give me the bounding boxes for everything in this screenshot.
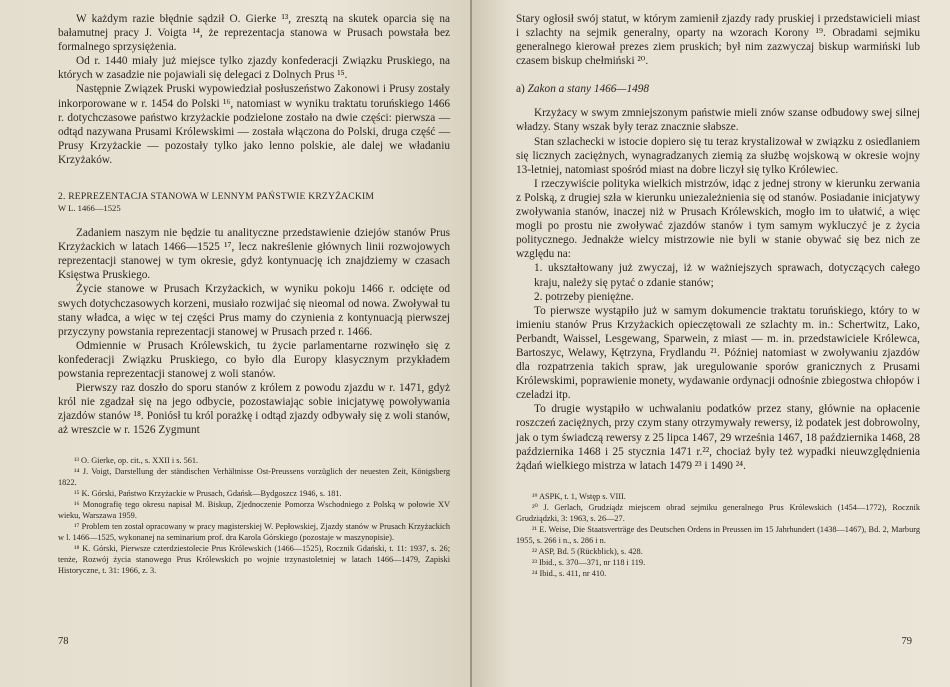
- right-paragraph: To drugie wystąpiło w uchwalaniu podatków przez stany, głównie na opłacenie roszczeń zaciężnych, przy czym stany otrzymywały rewersy, iż podatek jest dobrowolny, jak o tym świadczą rewersy z 25 lipca 1467, 29 września 1467, 18 października 1468, 28 października 1468 i 25 stycznia 1471 r.²², chociaż były też wypadki nieuwzględnienia żądań wielkiego mistrza w latach 1479 ²³ i 1490 ²⁴.: [516, 403, 920, 472]
- right-footnotes: [516, 491, 920, 579]
- footnote: ²⁴ Ibid., s. 411, nr 410.: [532, 568, 607, 578]
- right-body-top: [516, 12, 920, 68]
- right-paragraph: Krzyżacy w swym zmniejszonym państwie mieli znów szanse odbudowy swej silnej władzy. Stany wszak były teraz znacznie słabsze.: [516, 107, 920, 134]
- section-years: W L. 1466—1525: [58, 203, 121, 214]
- left-paragraph: Odmiennie w Prusach Królewskich, tu życie parlamentarne rozwinęło się z konfederacji Związku Pruskiego, co było dla Europy klasycznym przykładem powstania reprezentacji stanowej z woli stanów.: [58, 339, 450, 380]
- left-paragraph: Zadaniem naszym nie będzie tu analityczne przedstawienie dziejów stanów Prus Krzyżackich w latach 1466—1525 ¹⁷, lecz nakreślenie głównych linii rozwojowych reprezentacji stanowej w tym okresie, gdyż kontynuację ich znajdziemy w czasach Księstwa Pruskiego.: [58, 227, 450, 282]
- footnote: ¹⁶ Monografię tego okresu napisał M. Biskup, Zjednoczenie Pomorza Wschodniego z Polską w połowie XV wieku, Warszawa 1959.: [58, 500, 450, 521]
- left-page: [0, 0, 472, 687]
- footnote: ¹⁴ J. Voigt, Darstellung der ständischen Verhältnisse Ost-Preussens vorzüglich der neuesten Zeit, Königsberg 1822.: [58, 467, 450, 488]
- right-paragraph: I rzeczywiście polityka wielkich mistrzów, idąc z jednej strony w kierunku zerwania z Polską, z drugiej szła w kierunku uniezależnienia się od stanów. Posiadanie inicjatywy zwoływania stanów, inaczej niż w Prusach Królewskich, mogło im to ułatwić, a więc mogli po prostu nie zwoływać zjazdów stanów i tym samym wykluczyć je z życia politycznego. Jednakże wielcy mistrzowie nie byli w stanie obywać się bez nich ze względu na:: [516, 177, 920, 261]
- left-body-top: [58, 12, 450, 167]
- footnote: ¹⁷ Problem ten został opracowany w pracy magisterskiej W. Pepłowskiej, Zjazdy stanów w Prusach Krzyżackich w l. 1466—1525, wykonanej na seminarium prof. dra Karola Górskiego (pozostaje w maszynopisie).: [58, 522, 450, 543]
- footnote: ¹⁸ K. Górski, Pierwsze czterdziestolecie Prus Królewskich (1466—1525), Rocznik Gdański, t. 11: 1937, s. 26; tenże, Rozwój życia stanowego Prus Królewskich po wojnie trzynastoletniej w latach 1466—1479, Zapiski Historyczne, t. 31: 1966, z. 3.: [58, 544, 450, 576]
- subsection-heading: [516, 82, 920, 96]
- page-number-left: 78: [58, 636, 69, 647]
- section-heading: 2. REPREZENTACJA STANOWA W LENNYM PAŃSTWIE KRZYŻACKIM: [58, 191, 375, 203]
- footnote: ¹³ O. Gierke, op. cit., s. XXII i s. 561.: [74, 456, 199, 466]
- left-footnotes: [58, 455, 450, 576]
- right-paragraph: Stan szlachecki w istocie dopiero się tu teraz krystalizował w związku z osiedlaniem się licznych zaciężnych, wynagradzanych ziemią za służbę wojskową w okresie wojny 13-letniej, natomiast spośród miast na dobre liczył się tylko Królewiec.: [516, 135, 920, 176]
- list-item: 2. potrzeby pieniężne.: [534, 290, 634, 303]
- subsection-title: Zakon a stany 1466—1498: [527, 83, 650, 96]
- left-paragraph: Następnie Związek Pruski wypowiedział posłuszeństwo Zakonowi i Prusy zostały inkorporowane w r. 1454 do Polski ¹⁶, natomiast w wyniku traktatu toruńskiego 1466 r. dotychczasowe państwo krzyżackie podzielone zostało na dwie części: pierwsza — odtąd nazywana Prusami Królewskimi — została włączona do Polski, druga część — Prusy Krzyżackie — pozostały tylko jako lenno polskie, ale dalej we władaniu Krzyżaków.: [58, 83, 450, 166]
- right-paragraph: To pierwsze wystąpiło już w samym dokumencie traktatu toruńskiego, który to w imieniu stanów Prus Krzyżackich opieczętowali ze szlachty m. in.: Schertwitz, Lako, Perbandt, Waissel, Lesgewang, Sparwein, z miast — m. in. przedstawiciele Królewca, Bartoszyc, Welawy, Kętrzyna, Frydlandu ²¹. Później natomiast w zwoływaniu zjazdów dla rozpatrzenia takich spraw, jak uregulowanie sporów granicznych z Prusami Królewskimi, poprawienie monety, wydawanie ordynacji odnośnie zbiegostwa chłopów i czeladzi itp.: [516, 304, 920, 402]
- left-body-main: [58, 226, 450, 437]
- footnote: ¹⁵ K. Górski, Państwo Krzyżackie w Prusach, Gdańsk—Bydgoszcz 1946, s. 181.: [74, 489, 342, 499]
- footnote: ¹⁹ ASPK, t. 1, Wstęp s. VIII.: [532, 491, 626, 501]
- list-item: 1. ukształtowany już zwyczaj, iż w ważniejszych sprawach, dotyczących całego kraju, należy się pytać o zdanie stanów;: [534, 262, 920, 289]
- left-paragraph: Życie stanowe w Prusach Krzyżackich, w wyniku pokoju 1466 r. odcięte od swych dotychczasowych korzeni, musiało rozwijać się nieomal od nowa. Zwoływał tu stany władca, a więc w tej części Prus mamy do czynienia z kontynuacją pierwszej przyczyny powstania reprezentacji stanowej w Prusach przed r. 1466.: [58, 283, 450, 338]
- right-body-main: [516, 106, 920, 472]
- footnote: ²² ASP, Bd. 5 (Rückblick), s. 428.: [532, 546, 643, 556]
- right-page: [472, 0, 950, 687]
- footnote: ²¹ E. Weise, Die Staatsverträge des Deutschen Ordens in Preussen im 15 Jahrhundert (1438—1467), Bd. 2, Marburg 1955, s. 266 i n., s. 286 i n.: [516, 524, 920, 545]
- left-paragraph: Od r. 1440 miały już miejsce tylko zjazdy konfederacji Związku Pruskiego, na których w zasadzie nie pojawiali się delegaci z Dolnych Prus ¹⁵.: [58, 55, 450, 82]
- footnote: ²⁰ J. Gerlach, Grudziądz miejscem obrad sejmiku generalnego Prus Królewskich (1454—1772), Rocznik Grudziądzki, 3: 1963, s. 26—27.: [516, 502, 920, 523]
- left-paragraph: W każdym razie błędnie sądził O. Gierke ¹³, zresztą na skutek oparcia się na bałamutnej pracy J. Voigta ¹⁴, że reprezentacja stanowa w Prusach powstała bez formalnego sprzysiężenia.: [58, 13, 450, 54]
- right-paragraph: Stary ogłosił swój statut, w którym zamienił zjazdy rady pruskiej i przedstawicieli miast i szlachty na sejmik generalny, oparty na wzorach Korony ¹⁹. Obradami sejmiku generalnego kierował prezes ziem pruskich; był nim zazwyczaj biskup warmiński lub czasem biskup chełmiński ²⁰.: [516, 13, 920, 68]
- footnote: ²³ Ibid., s. 370—371, nr 118 i 119.: [532, 557, 646, 567]
- page-number-right: 79: [901, 636, 912, 647]
- subsection-label: a): [516, 83, 525, 96]
- left-paragraph: Pierwszy raz doszło do sporu stanów z królem z powodu zjazdu w r. 1471, gdyż król nie zgadzał się na jego odbycie, pozostawiając sobie inicjatywę powoływania zjazdów stanów ¹⁸. Poniósł tu król porażkę i odtąd zjazdy odbywały się z woli stanów, aż wreszcie w r. 1526 Zygmunt: [58, 382, 450, 437]
